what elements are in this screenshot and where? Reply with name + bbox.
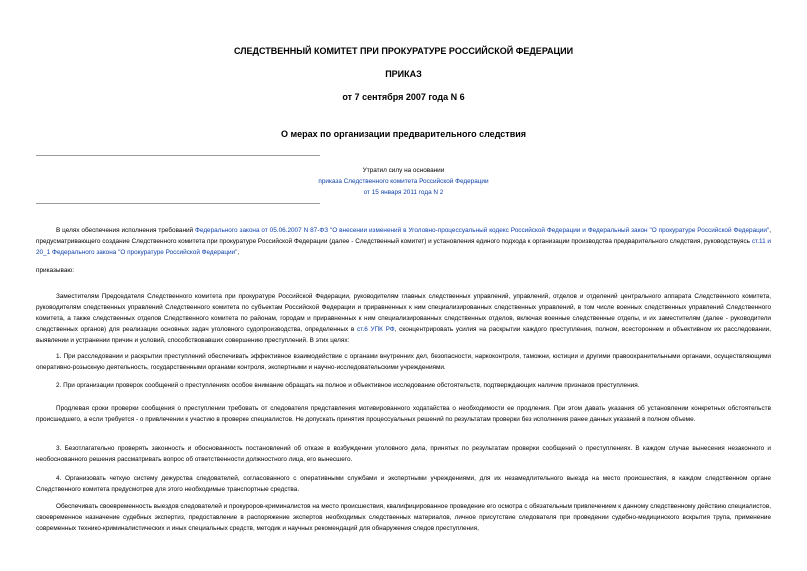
paragraph-intro: В целях обеспечения исполнения требований Федерального закона от 05.06.2007 N 87-ФЗ "О внесении изменений в Уголовно-процессуальный кодекс Российской Федерации и Федеральный закон "О прокуратуре Российской Федерации", предусматривающего создание Следственного комитета при прокуратуре Российской Федерации (далее - Следственный комитет) и установления единого подхода к организации производства предварительного следствия, руководствуясь ст.11 и 20_1 Федерального закона "О прокуратуре Российской Федерации", xyxy=(36,227,772,256)
bottom-divider xyxy=(36,203,320,204)
federal-law-link[interactable]: Федерального закона от 05.06.2007 N 87-ФЗ "О внесении изменений в Уголовно-процессуальный кодекс Российской Федерации и Федеральный закон "О прокуратуре Российской Федерации" xyxy=(195,227,770,234)
paragraph-extension: Продлевая сроки проверки сообщения о преступлении требовать от следователя представления мотивированного ходатайства о необходимости ее продления. При этом давать указания об установлении конкретных обстоятельств происшедшего, а если требуется - о привлечении к участию в проверке специалистов. Не допускать принятия процессуальных решений по результатам проверки без исполнения ранее данных указаний в полном объеме. xyxy=(36,405,771,423)
paragraph-item-2: 2. При организации проверок сообщений о преступлениях особое внимание обращать на полное и объективное исследование обстоятельств, подтверждающих наличие признаков преступления. xyxy=(56,382,640,389)
revocation-notice xyxy=(0,165,807,198)
revoking-order-date-link[interactable]: от 15 января 2011 года N 2 xyxy=(363,189,444,196)
org-title: СЛЕДСТВЕННЫЙ КОМИТЕТ ПРИ ПРОКУРАТУРЕ РОССИЙСКОЙ ФЕДЕРАЦИИ xyxy=(233,46,574,56)
prosecution-law-link[interactable]: ст.11 и 20_1 Федерального закона "О прокуратуре Российской Федерации" xyxy=(36,238,772,256)
top-divider xyxy=(36,155,320,156)
paragraph-item-1: 1. При расследовании и раскрытии преступлений обеспечивать эффективное взаимодействие с органами внутренних дел, безопасности, наркоконтроля, таможни, юстиции и другими правоохранительными органами, осуществляющими оперативно-розыскную деятельность, государственными органами контроля, экспертными и научно-исследовательскими учреждениями. xyxy=(36,353,771,371)
notice-text: Утратил силу на основании xyxy=(362,167,445,174)
upk-article-link[interactable]: ст.6 УПК РФ xyxy=(357,326,395,333)
doc-subject: О мерах по организации предварительного следствия xyxy=(280,129,527,139)
paragraph-inspection: Обеспечивать своевременность выездов следователей и прокуроров-криминалистов на место происшествия, квалифицированное проведение его осмотра с обязательным привлечением к данному следственному действию специалистов, своевременное назначение судебных экспертиз, предоставление в распоряжение экспертов необходимых следственных материалов, личное присутствие следователя при проведении судебно-медицинского вскрытия трупа, применение современных технико-криминалистических и иных специальных средств, методик и научных рекомендаций для обнаружения следов преступления, xyxy=(36,503,771,532)
paragraph-item-3: 3. Безотлагательно проверять законность и обоснованность постановлений об отказе в возбуждении уголовного дела, принятых по результатам проверки сообщений о преступлениях. В каждом случае вынесения незаконного и необоснованного решения рассматривать вопрос об ответственности должностного лица, его вынесшего. xyxy=(36,445,771,463)
paragraph-order: приказываю: xyxy=(36,267,74,274)
paragraph-item-4: 4. Организовать четкую систему дежурства следователей, согласованного с оперативными службами и экспертными учреждениями, для их незамедлительного выезда на место происшествия, в каждом следственном органе Следственного комитета предусмотрев для этого необходимые транспортные средства. xyxy=(36,475,771,493)
revoking-order-link[interactable]: приказа Следственного комитета Российской Федерации xyxy=(318,178,489,185)
paragraph-directive: Заместителям Председателя Следственного комитета при прокуратуре Российской Федерации, руководителям главных следственных управлений, управлений, отделов и отделений центрального аппарата Следственного комитета, руководителям следственных управлений Следственного комитета по субъектам Российской Федерации и приравненных к ним специализированных следственных управлений, в том числе военных следственных управлений Следственного комитета, а также следственных отделов Следственного комитета по районам, городам и приравненных к ним специализированных следственных отделов, включая военные следственные отделы, и их заместителям (далее - руководители следственных органов) для реализации основных задач уголовного судопроизводства, определенных в ст.6 УПК РФ, сконцентрировать усилия на раскрытии каждого преступления, полном, всестороннем и объективном их расследовании, выявлении и устранении причин и условий, способствовавших совершению преступлений. В этих целях: xyxy=(36,293,771,344)
doc-type: ПРИКАЗ xyxy=(385,69,422,79)
doc-date-number: от 7 сентября 2007 года N 6 xyxy=(342,92,465,102)
